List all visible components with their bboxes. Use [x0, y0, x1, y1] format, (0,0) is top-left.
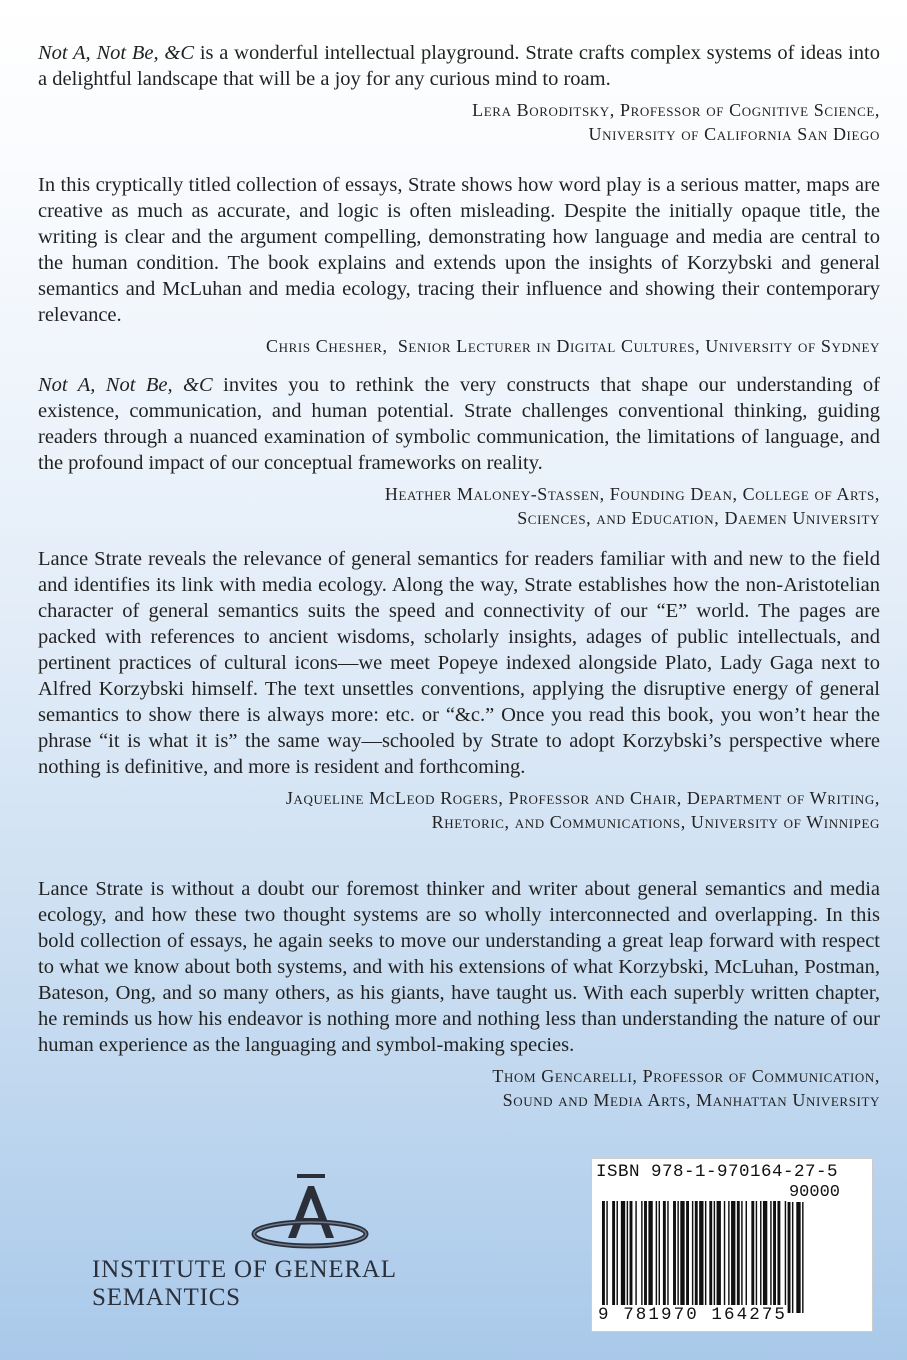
barcode-bar [746, 1201, 747, 1313]
barcode-bar [680, 1201, 684, 1313]
barcode-bar [785, 1201, 786, 1313]
barcode-bar [756, 1201, 757, 1313]
blurb-text: In this cryptically titled collection of essays, Strate shows how word play is a serious matter, maps are creative as much as accurate, and logic is often misleading. Despite the initially opaque title, the writing is clear and the argument compelling, demonstrating how language and media are central to the human condition. The book explains and extends upon the insights of Korzybski and general semantics and McLuhan and media ecology, tracing their influence and showing their contemporary relevance. [38, 174, 880, 326]
barcode-bar [777, 1201, 780, 1313]
book-title-italic: Not A, Not Be, &C [38, 42, 195, 64]
attribution-line: Sound and Media Arts, Manhattan University [502, 1090, 880, 1110]
barcode-bar [644, 1201, 647, 1313]
barcode-bar [621, 1201, 625, 1313]
barcode-bar [663, 1201, 666, 1313]
barcode-bar [641, 1201, 642, 1313]
barcode-bar [788, 1201, 791, 1313]
a-bar-logo-icon [250, 1168, 370, 1258]
barcode-bar [770, 1201, 771, 1313]
barcode-bar [667, 1201, 668, 1313]
barcode-bar [699, 1201, 703, 1313]
barcode-bar [630, 1201, 633, 1313]
barcode-bar [617, 1201, 618, 1313]
barcode-bar [763, 1201, 767, 1313]
attribution [38, 334, 880, 358]
barcode-bar [714, 1201, 715, 1313]
blurb-text [38, 372, 880, 476]
barcode-bar [677, 1201, 678, 1313]
publisher-name: INSTITUTE OF GENERAL SEMANTICS [92, 1256, 396, 1311]
attribution-line: Lera Boroditsky, Professor of Cognitive Science, [472, 100, 880, 120]
barcode-bar [686, 1201, 689, 1313]
barcode-bar [741, 1201, 742, 1313]
blurb-chesher [38, 172, 880, 358]
barcode-bar [606, 1201, 607, 1313]
barcode-bar [773, 1201, 776, 1313]
attribution-line: University of California San Diego [588, 124, 880, 144]
blurb-maloney-stassen [38, 372, 880, 530]
blurb-text: Lance Strate reveals the relevance of general semantics for readers familiar with and new to the field and identifies its link with media ecology. Along the way, Strate establishes how the non-Aristotelian character of general semantics suits the speed and connectivity of our “E” world. The pages are packed with references to ancient wisdoms, scholarly insights, adages of public intellectuals, and pertinent practices of cultural icons—we meet Popeye indexed alongside Plato, Lady Gaga next to Alfred Korzybski himself. The text unsettles conventions, applying the disruptive energy of general semantics to show there is always more: etc. or “&c.” Once you read this book, you won’t hear the phrase “it is what it is” the same way—schooled by Strate to adopt Korzybski’s perspective where nothing is definitive, and more is resident and forthcoming. [38, 548, 880, 778]
price-code: 90000 [788, 1183, 840, 1202]
attribution-line: Rhetoric, and Communications, University of Winnipeg [431, 812, 880, 832]
barcode-bar [731, 1201, 735, 1313]
book-title-italic: Not A, Not Be, &C [38, 374, 213, 396]
barcode-bar [792, 1201, 793, 1313]
attribution-line: Sciences, and Education, Daemen University [517, 508, 880, 528]
attribution [38, 1064, 880, 1112]
barcode-bar [737, 1201, 740, 1313]
barcode-bar [724, 1201, 725, 1313]
blurb-body: invites you to rethink the very constructs that shape our understanding of existence, communication, and human potential. Strate challenges conventional thinking, guiding readers through a nuanced examination of symbolic communication, the limitations of language, and the profound impact of our conceptual frameworks on reality. [38, 374, 880, 474]
barcode-bar [705, 1201, 706, 1313]
barcode-bar [751, 1201, 754, 1313]
barcode-bar [692, 1201, 693, 1313]
barcode-bar [656, 1201, 657, 1313]
barcode-bar [635, 1201, 636, 1313]
barcode-bar [602, 1201, 605, 1313]
blurb-mcleod-rogers [38, 546, 880, 834]
blurb-text: Lance Strate is without a doubt our foremost thinker and writer about general semantics and media ecology, and how these two thought systems are so wholly interconnected and overlapping. In this bold collection of essays, he again seeks to move our understanding a great leap forward with respect to what we know about both systems, and with his extensions of what Korzybski, McLuhan, Postman, Bateson, Ong, and so many others, as his giants, have taught us. With each superbly written chapter, he reminds us how his endeavor is nothing more and nothing less than understanding the nature of our human experience as the languaging and symbol-making species. [38, 878, 880, 1056]
barcode-bars [602, 1201, 864, 1313]
attribution-line: Thom Gencarelli, Professor of Communication, [492, 1066, 880, 1086]
barcode-bar [709, 1201, 712, 1313]
barcode-bar [673, 1201, 676, 1313]
blurb-gencarelli [38, 876, 880, 1112]
barcode-bar [695, 1201, 698, 1313]
attribution-line: Jaqueline McLeod Rogers, Professor and Chair, Department of Writing, [285, 788, 880, 808]
isbn-number: ISBN 978-1-970164-27-5 [596, 1162, 839, 1182]
barcode-bar [717, 1201, 721, 1313]
publisher-logo [92, 1168, 542, 1311]
attribution [38, 98, 880, 146]
barcode-bar [659, 1201, 660, 1313]
barcode-bar [648, 1201, 652, 1313]
barcode-bar [796, 1201, 800, 1313]
attribution-line: Chris Chesher, Senior Lecturer in Digital Cultures, University of Sydney [266, 336, 880, 356]
blurb-body: is a wonderful intellectual playground. Strate crafts complex systems of ideas into a delightful landscape that will be a joy for any curious mind to roam. [38, 42, 880, 90]
attribution [38, 482, 880, 530]
isbn-barcode [591, 1158, 873, 1332]
ean-number: 9 781970 164275 [598, 1305, 788, 1325]
barcode-bar [627, 1201, 628, 1313]
barcode-bar [728, 1201, 729, 1313]
attribution [38, 786, 880, 834]
barcode-bar [612, 1201, 615, 1313]
barcode-bar [802, 1201, 803, 1313]
blurb-text [38, 40, 880, 92]
blurb-boroditsky [38, 40, 880, 146]
barcode-bar [760, 1201, 761, 1313]
attribution-line: Heather Maloney-Stassen, Founding Dean, College of Arts, [384, 484, 880, 504]
